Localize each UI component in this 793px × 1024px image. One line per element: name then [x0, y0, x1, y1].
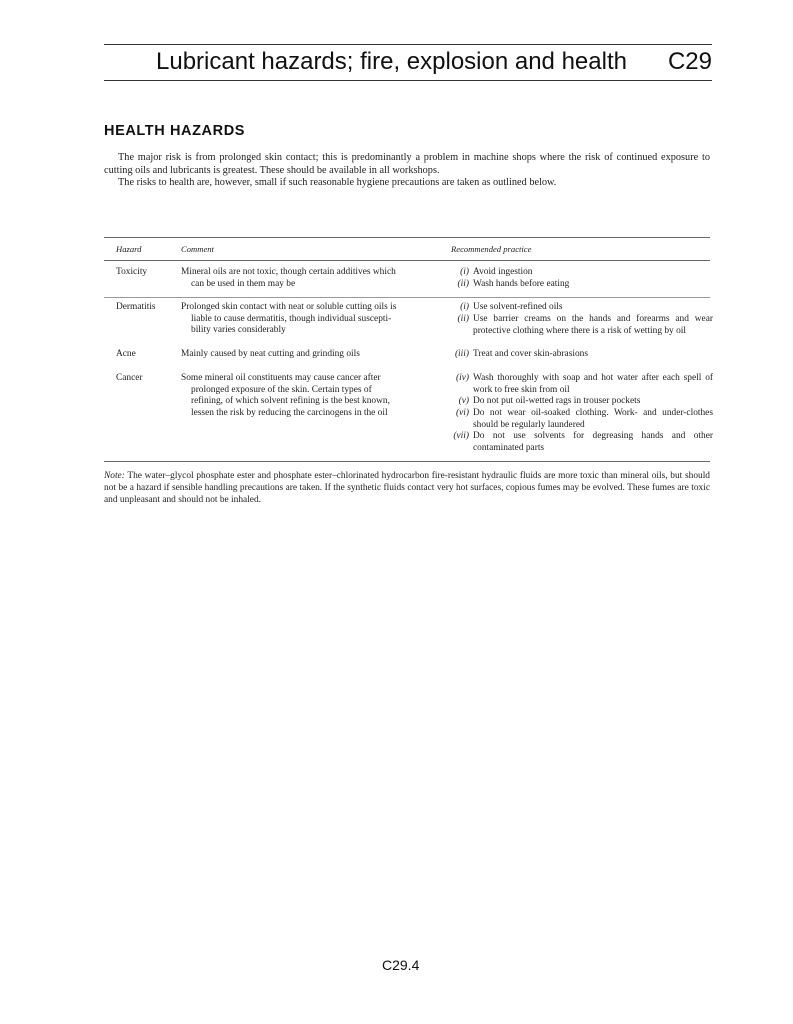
note-label: Note: — [104, 471, 125, 481]
practice-number: (v) — [458, 396, 469, 406]
comment-line: bility varies considerably — [191, 325, 286, 335]
header-top-rule — [104, 44, 712, 45]
practice-item — [447, 396, 713, 408]
table-header-rule — [104, 260, 710, 261]
practice-text: Avoid ingestion — [473, 267, 533, 277]
table-note — [104, 471, 710, 506]
column-header-practice: Recommended practice — [451, 244, 532, 254]
practice-item — [447, 349, 713, 361]
practice-text: Wash hands before eating — [473, 279, 570, 289]
comment-line: refining, of which solvent refining is the best known, — [191, 396, 390, 406]
section-heading: HEALTH HAZARDS — [104, 123, 246, 139]
comment-line: Some mineral oil constituents may cause cancer after — [181, 373, 381, 383]
practice-item — [447, 267, 713, 279]
hazard-dermatitis: Dermatitis — [116, 302, 156, 312]
column-header-hazard: Hazard — [116, 244, 142, 254]
comment-toxicity — [181, 267, 433, 290]
comment-line: can be used in them may be — [191, 278, 296, 289]
page-number: C29.4 — [382, 957, 420, 973]
practice-number: (i) — [460, 302, 469, 312]
practice-item — [447, 302, 713, 314]
comment-line: Prolonged skin contact with neat or soluble cutting oils is — [181, 302, 397, 312]
practice-number: (iii) — [454, 349, 469, 359]
column-header-comment: Comment — [181, 244, 214, 254]
practice-text: Treat and cover skin-abrasions — [473, 349, 588, 359]
note-text: The water–glycol phosphate ester and phosphate ester–chlorinated hydrocarbon fire-resistant hydraulic fluids are more toxic than mineral oils, but should not be a hazard if sensible handling precautions are taken. If the synthetic fluids contact very hot surfaces, copious fumes may be evolved. These fumes are toxic and unpleasant and should not be inhaled. — [104, 471, 710, 505]
header-underline — [104, 80, 712, 81]
practice-text: Do not put oil-wetted rags in trouser pockets — [473, 396, 641, 406]
comment-line: prolonged exposure of the skin. Certain types of — [191, 384, 372, 395]
practice-item — [447, 408, 713, 431]
practice-item — [447, 279, 713, 291]
intro-text — [104, 152, 710, 190]
hazard-acne: Acne — [116, 349, 136, 359]
header-title: Lubricant hazards; fire, explosion and health — [156, 48, 627, 75]
comment-line: Mainly caused by neat cutting and grinding oils — [181, 349, 360, 359]
practice-text: Do not wear oil-soaked clothing. Work- and under-clothes should be regularly laundered — [473, 408, 713, 430]
header-code: C29 — [667, 48, 712, 75]
table-top-rule — [104, 237, 710, 238]
practice-item — [447, 314, 713, 337]
comment-line: liable to cause dermatitis, though individual suscepti- — [191, 313, 392, 324]
hazard-toxicity: Toxicity — [116, 267, 148, 277]
practice-text: Wash thoroughly with soap and hot water after each spell of work to free skin from oil — [473, 373, 713, 395]
comment-line: lessen the risk by reducing the carcinogens in the oil — [191, 407, 388, 418]
practice-number: (vi) — [455, 408, 469, 418]
row-divider — [104, 297, 710, 298]
practice-text: Use barrier creams on the hands and forearms and wear protective clothing where there is a risk of wetting by oil — [473, 314, 713, 336]
practice-number: (ii) — [457, 314, 469, 324]
page-header — [156, 48, 712, 80]
practice-text: Do not use solvents for degreasing hands and other contaminated parts — [473, 431, 713, 453]
practice-number: (iv) — [455, 373, 469, 383]
practice-number: (i) — [460, 267, 469, 277]
practice-item — [447, 431, 713, 454]
comment-cancer — [181, 373, 433, 419]
comment-line: Mineral oils are not toxic, though certain additives which — [181, 267, 396, 277]
practice-number: (vii) — [453, 431, 469, 441]
table-bottom-rule — [104, 461, 710, 462]
practice-item — [447, 373, 713, 396]
comment-acne — [181, 349, 433, 361]
practice-number: (ii) — [457, 279, 469, 289]
comment-dermatitis — [181, 302, 433, 337]
practice-text: Use solvent-refined oils — [473, 302, 563, 312]
intro-paragraph: The major risk is from prolonged skin contact; this is predominantly a problem in machine shops where the risk of continued exposure to cutting oils and lubricants is greatest. These should be available in all workshops. — [104, 152, 710, 176]
hazard-cancer: Cancer — [116, 373, 143, 383]
intro-paragraph: The risks to health are, however, small if such reasonable hygiene precautions are taken as outlined below. — [118, 177, 557, 188]
